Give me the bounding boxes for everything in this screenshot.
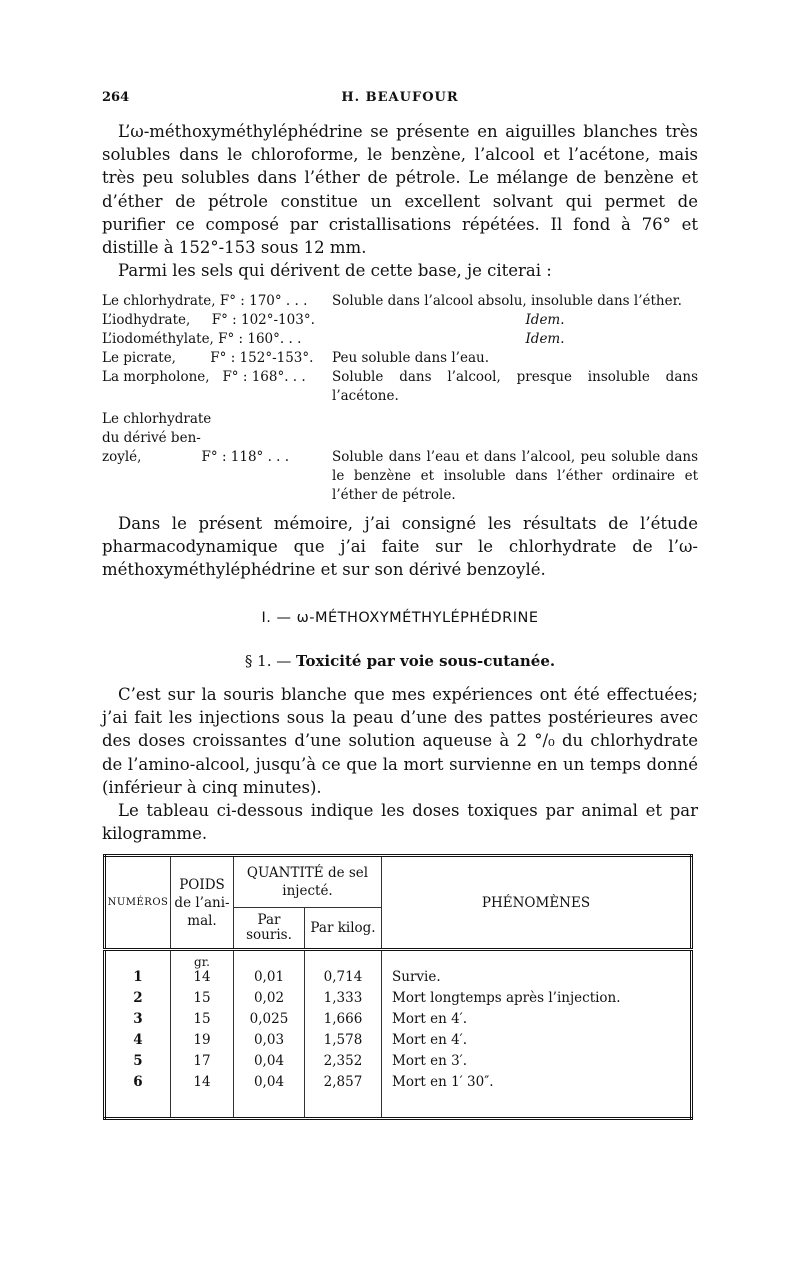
header-par-kilog: Par kilog. — [305, 908, 382, 949]
salt-description: Soluble dans l’eau et dans l’alcool, peu soluble dans le benzène et insoluble dans l’éther ordinaire et l’éther de pétrole. — [332, 449, 698, 503]
salt-name: L’iodhydrate, F° : 102°-103°. — [102, 312, 315, 328]
cell-poids: 17 — [171, 1053, 234, 1074]
salt-item — [102, 311, 698, 330]
cell-numero: 3 — [105, 1011, 171, 1032]
paragraph-description: L’ω-méthoxyméthyléphédrine se présente en aiguilles blanches très solubles dans le chloroforme, le benzène, l’alcool et l’acétone, mais très peu solubles dans l’éther de pétrole. Le mélange de benzène et d’éther de pétrole constitue un excellent solvant qui permet de purifier ce composé par cristallisations répétées. Il fond à 76° et distille à 152°-153 sous 12 mm. — [102, 122, 698, 258]
cell-phenomene: Mort en 4′. — [382, 1011, 692, 1032]
cell-phenomene: Mort en 4′. — [382, 1032, 692, 1053]
table-row — [105, 969, 692, 990]
salt-name: L’iodométhylate, F° : 160°. . . — [102, 331, 302, 347]
salts-list — [102, 292, 698, 503]
cell-par-kilog: 1,333 — [305, 990, 382, 1011]
cell-par-kilog: 2,857 — [305, 1074, 382, 1095]
cell-par-souris: 0,04 — [234, 1053, 305, 1074]
subsection-title: Toxicité par voie sous-cutanée. — [296, 652, 556, 670]
table-row — [105, 1032, 692, 1053]
page-number: 264 — [102, 90, 130, 105]
cell-phenomene: Mort longtemps après l’injection. — [382, 990, 692, 1011]
cell-numero: 6 — [105, 1074, 171, 1095]
cell-par-souris: 0,03 — [234, 1032, 305, 1053]
cell-par-souris: 0,04 — [234, 1074, 305, 1095]
cell-numero: 5 — [105, 1053, 171, 1074]
unit-row — [105, 950, 692, 970]
unit-label: gr. — [171, 950, 234, 970]
cell-phenomene: Mort en 1′ 30″. — [382, 1074, 692, 1095]
table-row — [105, 1074, 692, 1095]
cell-phenomene: Survie. — [382, 969, 692, 990]
running-title: H. BEAUFOUR — [341, 90, 459, 105]
salt-name: Le picrate, F° : 152°-153°. — [102, 350, 314, 366]
header-numeros: NUMÉROS — [105, 856, 171, 949]
salt-description: Idem. — [525, 331, 565, 347]
salt-name: Le chlorhydrate, F° : 170° . . . — [102, 293, 308, 309]
salt-item — [102, 368, 698, 406]
cell-par-souris: 0,02 — [234, 990, 305, 1011]
paragraph-memoire: Dans le présent mémoire, j’ai consigné les résultats de l’étude pharmacodynamique que j’ai faite sur le chlorhydrate de l’ω-méthoxyméthyléphédrine et sur son dérivé benzoylé. — [102, 514, 698, 580]
subsection-heading: § 1. — Toxicité par voie sous-cutanée. — [244, 652, 556, 670]
paragraph-experiences: C’est sur la souris blanche que mes expériences ont été effectuées; j’ai fait les injections sous la peau d’une des pattes postérieures avec des doses croissantes d’une solution aqueuse à 2 °/₀ du chlorhydrate de l’amino-alcool, jusqu’à ce que la mort survienne en un temps donné (inférieur à cinq minutes). — [102, 685, 698, 797]
table-row — [105, 990, 692, 1011]
cell-poids: 19 — [171, 1032, 234, 1053]
salt-description: Peu soluble dans l’eau. — [332, 350, 489, 366]
header-phenomenes: PHÉNOMÈNES — [382, 856, 692, 949]
cell-par-kilog: 1,578 — [305, 1032, 382, 1053]
salt-description: Soluble dans l’alcool absolu, insoluble dans l’éther. — [332, 293, 682, 309]
cell-poids: 15 — [171, 990, 234, 1011]
table-row — [105, 1053, 692, 1074]
salt-item — [102, 292, 698, 311]
salt-item — [102, 330, 698, 349]
cell-numero: 4 — [105, 1032, 171, 1053]
paragraph-salts-intro: Parmi les sels qui dérivent de cette base, je citerai : — [118, 261, 552, 280]
cell-par-souris: 0,01 — [234, 969, 305, 990]
cell-par-kilog: 0,714 — [305, 969, 382, 990]
salt-description: Idem. — [525, 312, 565, 328]
cell-par-souris: 0,025 — [234, 1011, 305, 1032]
cell-poids: 15 — [171, 1011, 234, 1032]
table-row — [105, 1011, 692, 1032]
paragraph-table-intro: Le tableau ci-dessous indique les doses toxiques par animal et par kilogramme. — [102, 801, 698, 844]
toxicity-table — [103, 854, 693, 1120]
page-header — [102, 90, 698, 112]
salt-name: La morpholone, F° : 168°. . . — [102, 369, 306, 385]
cell-par-kilog: 2,352 — [305, 1053, 382, 1074]
section-heading: I. — ω-MÉTHOXYMÉTHYLÉPHÉDRINE — [261, 610, 539, 626]
cell-par-kilog: 1,666 — [305, 1011, 382, 1032]
cell-poids: 14 — [171, 1074, 234, 1095]
cell-numero: 1 — [105, 969, 171, 990]
subsection-number: § 1. — [244, 652, 272, 670]
cell-poids: 14 — [171, 969, 234, 990]
header-poids: POIDS de l’ani- mal. — [171, 856, 234, 949]
salt-item — [102, 410, 698, 503]
salt-name: Le chlorhydrate du dérivé ben- zoylé, F° : 118° . . . — [102, 411, 290, 465]
salt-item — [102, 349, 698, 368]
cell-numero: 2 — [105, 990, 171, 1011]
header-par-souris: Par souris. — [234, 908, 305, 949]
header-quantite: QUANTITÉ de sel injecté. — [234, 856, 382, 908]
cell-phenomene: Mort en 3′. — [382, 1053, 692, 1074]
salt-description: Soluble dans l’alcool, presque insoluble dans l’acétone. — [332, 369, 698, 404]
